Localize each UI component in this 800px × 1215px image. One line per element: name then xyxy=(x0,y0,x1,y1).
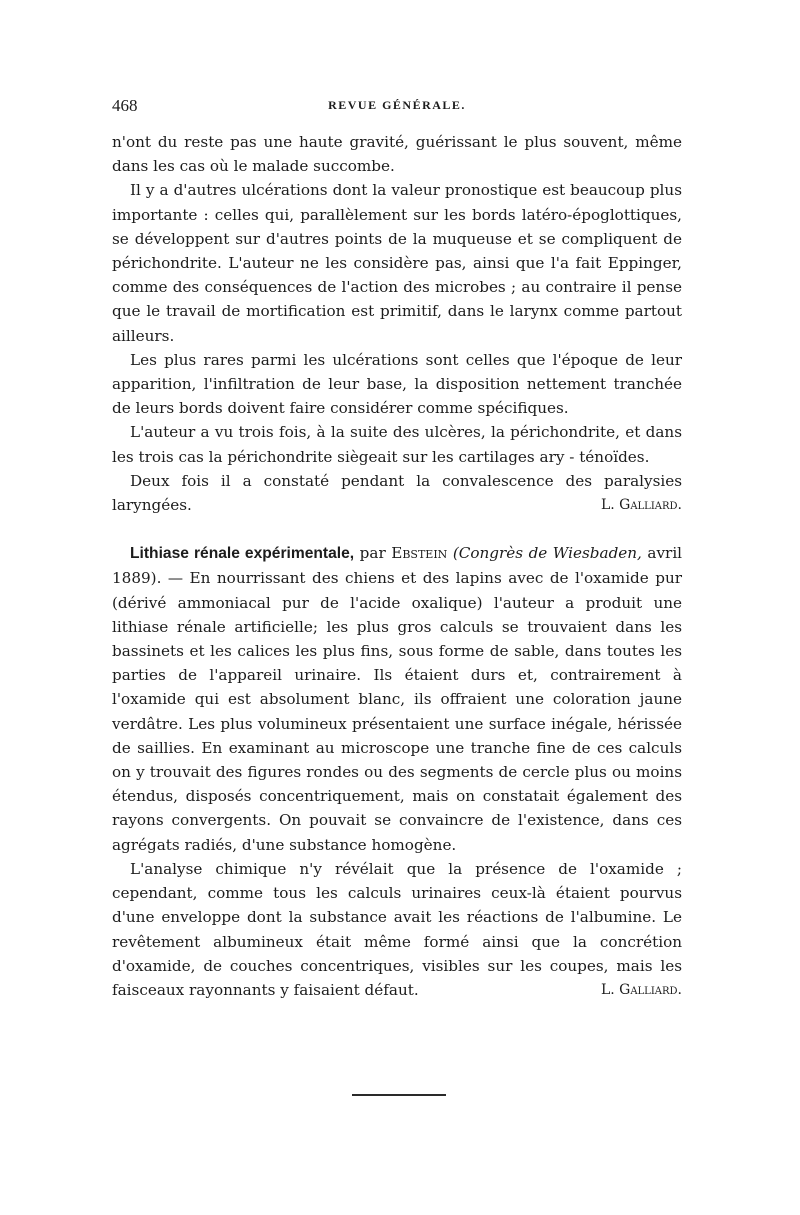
running-header xyxy=(112,96,682,122)
author-signature-2: L. Galliard. xyxy=(600,981,682,998)
paragraph-rare-ulcerations: Les plus rares parmi les ulcérations sont celles que l'époque de leur apparition, l'infiltration de leur base, la disposition nettement tranchée de leurs bords doivent faire considérer comme spécifiques. xyxy=(112,350,682,418)
article-title: Lithiase rénale expérimentale, xyxy=(130,545,355,563)
article-body: — En nourrissant des chiens et des lapins avec de l'oxamide pur (dérivé ammoniacal pur de l'acide oxalique) l'auteur a produit une lithiase rénale artificielle; les plus gros calculs se trouvaient dans les bassinets et les calices les plus fins, sous forme de sable, dans toutes les parties de l'appareil urinaire. Ils étaient durs et, contrairement à l'oxamide qui est absolument blanc, ils offraient une coloration jaune verdâtre. Les plus volumineux présentaient une surface inégale, hérissée de saillies. En examinant au microscope une tranche fine de ces calculs on y trouvait des figures rondes ou des segments de cercle plus ou moins étendus, disposés concentriquement, mais on constatait également des rayons convergents. On pouvait se convaincre de l'existence, dans ces agrégats radiés, d'une substance homogène. xyxy=(112,569,683,854)
article-source: (Congrès de Wiesbaden, xyxy=(452,544,642,563)
article-date: avril 1889). xyxy=(112,544,683,588)
end-rule xyxy=(352,1094,446,1096)
paragraph-chemical-analysis-text: L'analyse chimique n'y révélait que la présence de l'oxamide ; cependant, comme tous les calculs urinaires ceux-là étaient pourvus d'une enveloppe dont la substance avait les réactions de l'albumine. Le revêtement albumineux était même formé ainsi que la concrétion d'oxamide, de couches concentriques, visibles sur les coupes, mais les faisceaux rayonnants y faisaient défaut. xyxy=(112,859,682,999)
article-lithiase xyxy=(112,541,682,857)
journal-title: REVUE GÉNÉRALE. xyxy=(328,98,466,112)
article-author: Ebstein xyxy=(391,544,448,563)
paragraph-ulcerations: Il y a d'autres ulcérations dont la valeur pronostique est beaucoup plus importante : celles qui, parallèlement sur les bords latéro-époglottiques, se développent sur d'autres points de la muqueuse et se compliquent de périchondrite. L'auteur ne les considère pas, ainsi que l'a fait Eppinger, comme des conséquences de l'action des microbes ; au contraire il pense que le travail de mortification est primitif, dans le larynx comme partout ailleurs. xyxy=(112,181,682,345)
section-gap xyxy=(112,517,682,541)
document-page xyxy=(112,96,682,1002)
paragraph-perichondritis: L'auteur a vu trois fois, à la suite des ulcères, la périchondrite, et dans les trois cas la périchondrite siègeait sur les cartilages ary - ténoïdes. xyxy=(112,423,682,466)
paragraph-continued: n'ont du reste pas une haute gravité, guérissant le plus souvent, même dans les cas où le malade succombe. xyxy=(112,133,682,176)
author-signature: L. Galliard. xyxy=(600,497,682,514)
page-number: 468 xyxy=(112,96,138,115)
paragraph-chemical-analysis xyxy=(112,857,682,1002)
paragraph-paralysis xyxy=(112,469,682,517)
article-par: par xyxy=(359,544,386,563)
paragraph-paralysis-text: Deux fois il a constaté pendant la convalescence des paralysies laryngées. xyxy=(112,471,682,515)
